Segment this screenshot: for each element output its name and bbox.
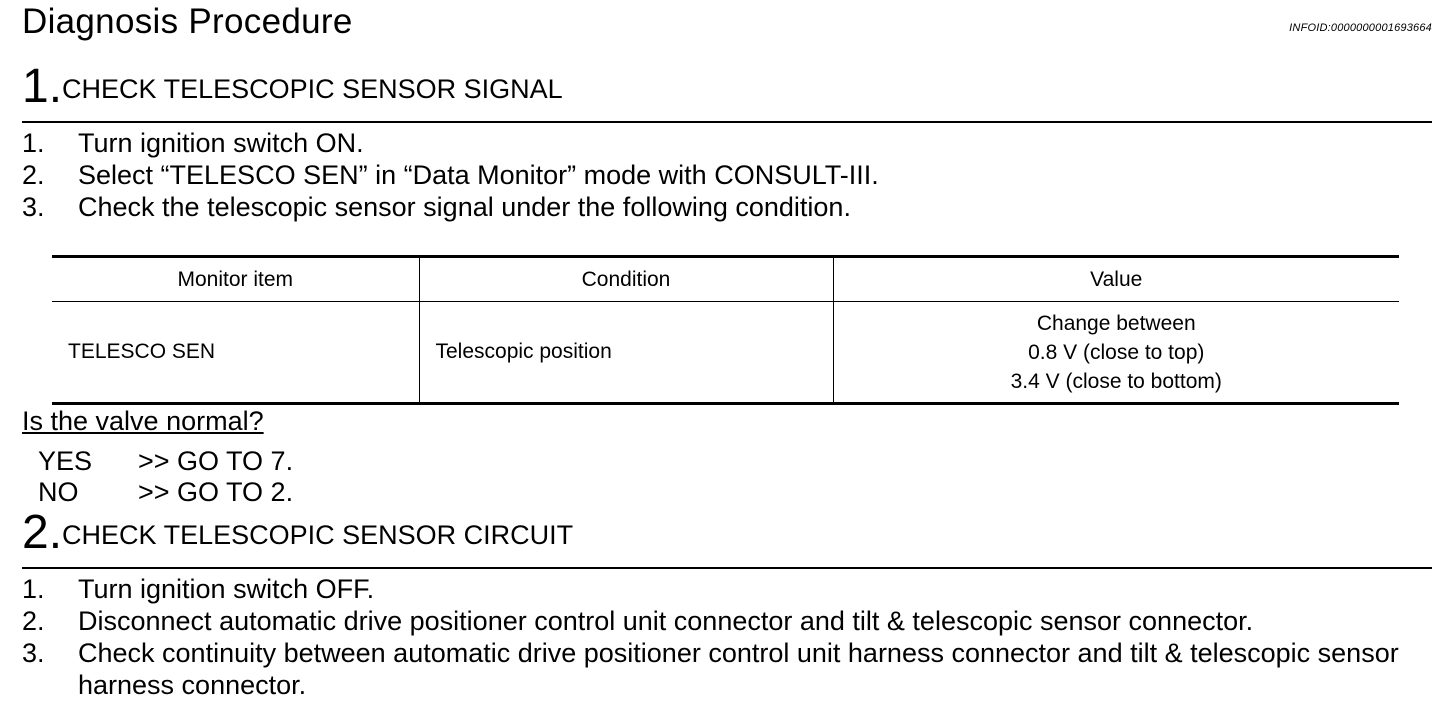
step-1-list: [22, 127, 879, 223]
list-item: [22, 605, 1432, 637]
list-item-number: 3.: [22, 638, 45, 668]
page-title: Diagnosis Procedure: [22, 2, 353, 41]
step-1-number: 1: [22, 60, 49, 113]
answer-yes-action: >> GO TO 7.: [138, 446, 294, 476]
table-header-row: [52, 257, 1399, 302]
answer-no: [38, 477, 293, 508]
header-value: Value: [833, 257, 1399, 302]
list-item-text: Disconnect automatic drive positioner control unit connector and tilt & telescopic sensor connector.: [78, 606, 1254, 636]
step-2-list: [22, 573, 1432, 701]
step-1-rule: [22, 121, 1432, 123]
monitor-table: [52, 255, 1399, 405]
step-1-heading: [22, 62, 563, 112]
list-item-number: 2.: [22, 160, 45, 190]
step-2-heading: [22, 508, 573, 558]
list-item-text: Select “TELESCO SEN” in “Data Monitor” mode with CONSULT-III.: [78, 160, 879, 190]
header-monitor-item: Monitor item: [52, 257, 419, 302]
step-1-title: CHECK TELESCOPIC SENSOR SIGNAL: [62, 74, 563, 104]
step-2-rule: [22, 567, 1432, 569]
value-line: Change between: [1036, 311, 1196, 335]
table-row: [52, 302, 1399, 404]
step-2-dot: .: [48, 506, 63, 559]
cell-condition: Telescopic position: [419, 302, 833, 404]
step-2-title: CHECK TELESCOPIC SENSOR CIRCUIT: [62, 520, 574, 550]
list-item: [22, 191, 879, 223]
list-item-number: 1.: [22, 128, 45, 158]
step-1-dot: .: [48, 60, 63, 113]
list-item-number: 2.: [22, 606, 45, 636]
list-item: [22, 637, 1432, 701]
value-line: 0.8 V (close to top): [1028, 340, 1205, 364]
header-condition: Condition: [419, 257, 833, 302]
list-item-text: Turn ignition switch OFF.: [78, 574, 375, 604]
list-item-text: Check the telescopic sensor signal under the following condition.: [78, 192, 851, 222]
list-item: [22, 159, 879, 191]
list-item-number: 3.: [22, 192, 45, 222]
list-item-number: 1.: [22, 574, 45, 604]
answer-no-action: >> GO TO 2.: [138, 477, 294, 507]
answer-yes: [38, 446, 293, 477]
question: Is the valve normal?: [22, 406, 264, 436]
list-item-text: Turn ignition switch ON.: [78, 128, 364, 158]
step-2-number: 2: [22, 506, 49, 559]
cell-monitor-item: TELESCO SEN: [52, 302, 419, 404]
value-line: 3.4 V (close to bottom): [1010, 369, 1222, 393]
cell-value: [833, 302, 1399, 404]
list-item: [22, 127, 879, 159]
list-item-text: Check continuity between automatic drive positioner control unit harness connector and tilt & telescopic sensor harness connector.: [78, 638, 1399, 700]
answer-no-key: NO: [38, 477, 79, 507]
answer-yes-key: YES: [38, 446, 93, 476]
list-item: [22, 573, 1432, 605]
info-id: INFOID:0000000001693664: [1289, 22, 1432, 34]
